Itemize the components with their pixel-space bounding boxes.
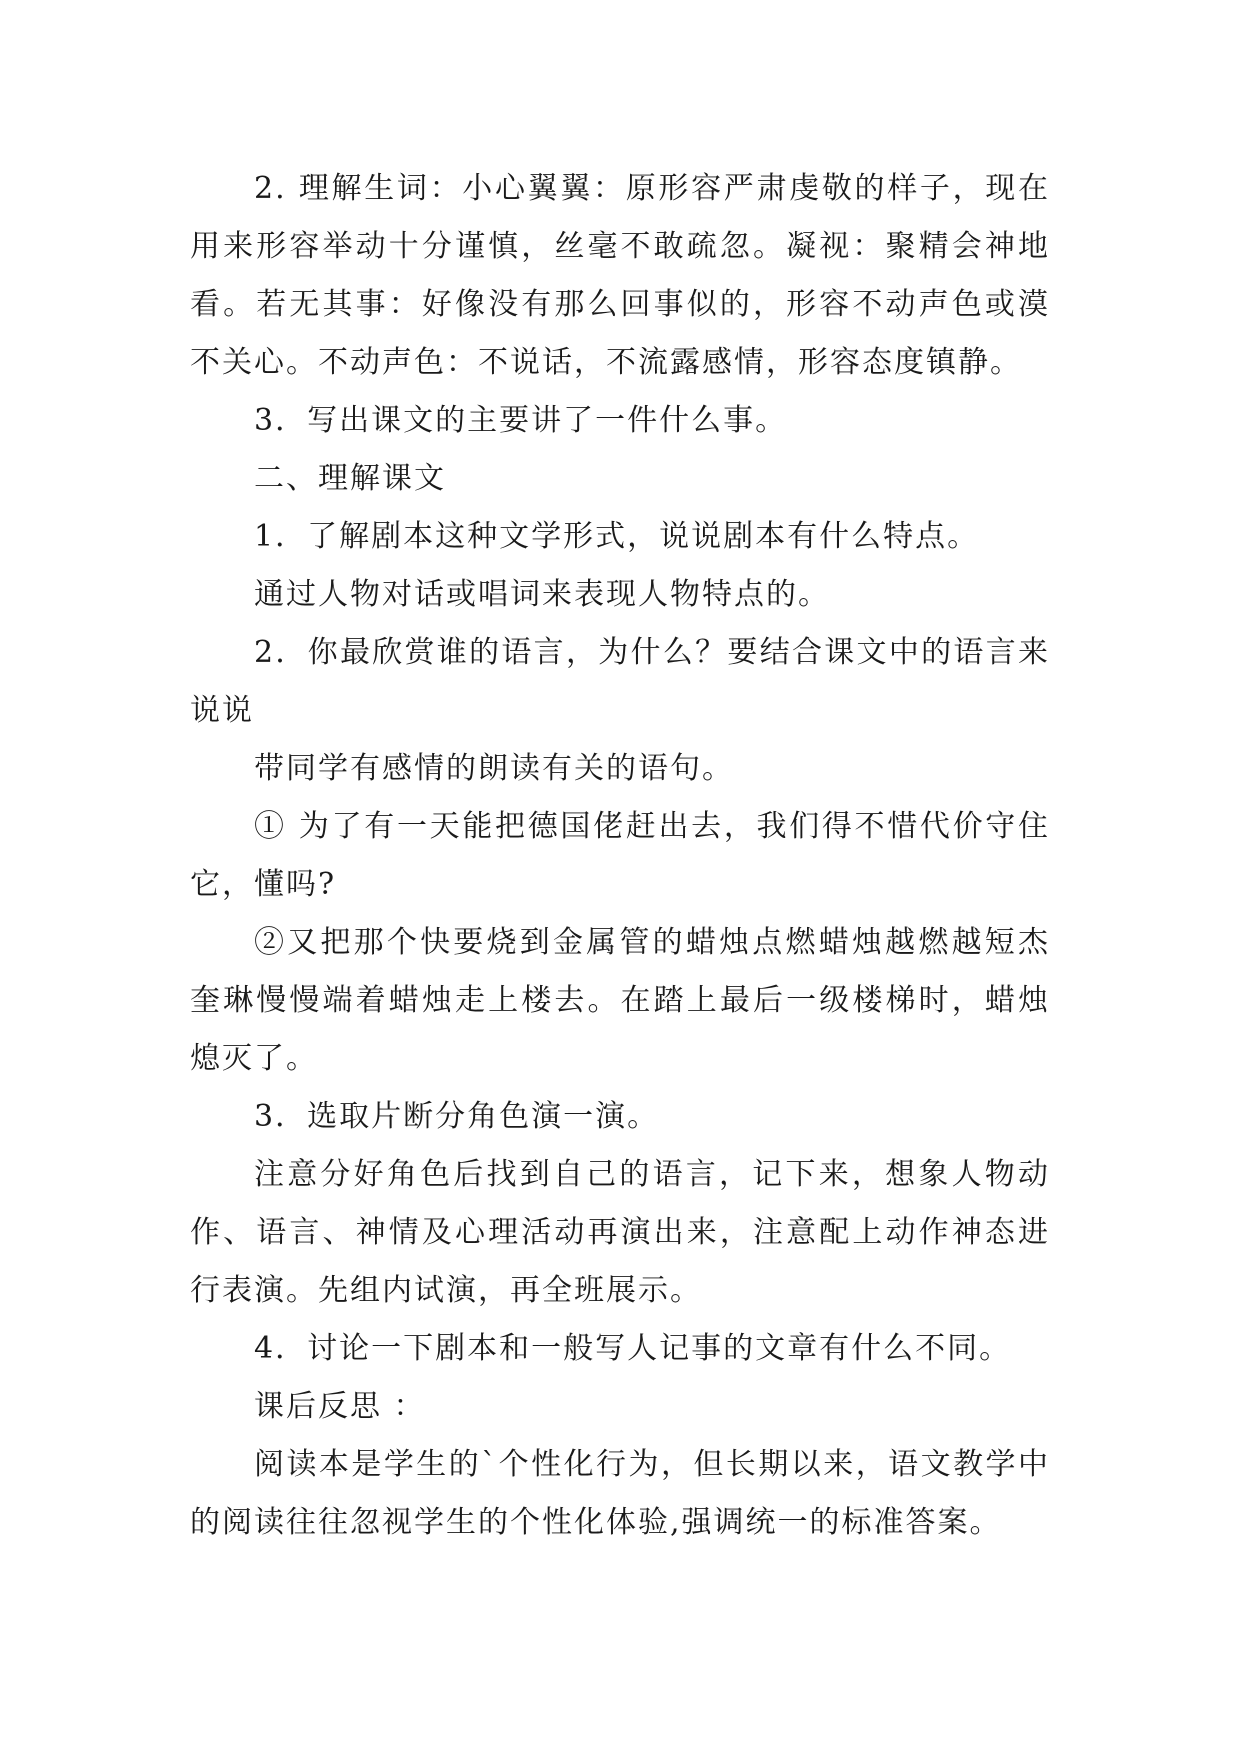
- paragraph-script-features-task: 1．了解剧本这种文学形式，说说剧本有什么特点。: [254, 519, 980, 554]
- paragraph-role-play-task: 3．选取片断分角色演一演。: [254, 1099, 660, 1134]
- document-body: [190, 160, 1050, 1552]
- paragraph-main-idea-task: 3．写出课文的主要讲了一件什么事。: [254, 403, 788, 438]
- paragraph-discussion-task: 4．讨论一下剧本和一般写人记事的文章有什么不同。: [254, 1331, 1012, 1366]
- paragraph-quote-2: ②又把那个快要烧到金属管的蜡烛点燃蜡烛越燃越短杰奎琳慢慢端着蜡烛走上楼去。在踏上最后一级楼梯时，蜡烛熄灭了。: [190, 925, 1050, 1076]
- section-heading-understand-text: 二、理解课文: [254, 461, 446, 496]
- paragraph-script-features-answer: 通过人物对话或唱词来表现人物特点的。: [254, 577, 830, 612]
- section-heading-reflection: 课后反思 ：: [254, 1389, 426, 1424]
- paragraph-reflection: 阅读本是学生的`个性化行为，但长期以来，语文教学中的阅读往往忽视学生的个性化体验,强调统一的标准答案。: [190, 1447, 1050, 1540]
- paragraph-vocabulary: 2. 理解生词：小心翼翼：原形容严肃虔敬的样子，现在用来形容举动十分谨慎，丝毫不敢疏忽。凝视：聚精会神地看。若无其事：好像没有那么回事似的，形容不动声色或漠不关心。不动声色：不说话，不流露感情，形容态度镇静。: [190, 171, 1050, 380]
- paragraph-read-aloud: 带同学有感情的朗读有关的语句。: [254, 751, 734, 786]
- paragraph-favorite-language-task: 2．你最欣赏谁的语言，为什么？要结合课文中的语言来说说: [190, 635, 1050, 728]
- paragraph-quote-1: ① 为了有一天能把德国佬赶出去，我们得不惜代价守住它，懂吗?: [190, 809, 1050, 902]
- paragraph-role-play-notes: 注意分好角色后找到自己的语言，记下来，想象人物动作、语言、神情及心理活动再演出来，注意配上动作神态进行表演。先组内试演，再全班展示。: [190, 1157, 1050, 1308]
